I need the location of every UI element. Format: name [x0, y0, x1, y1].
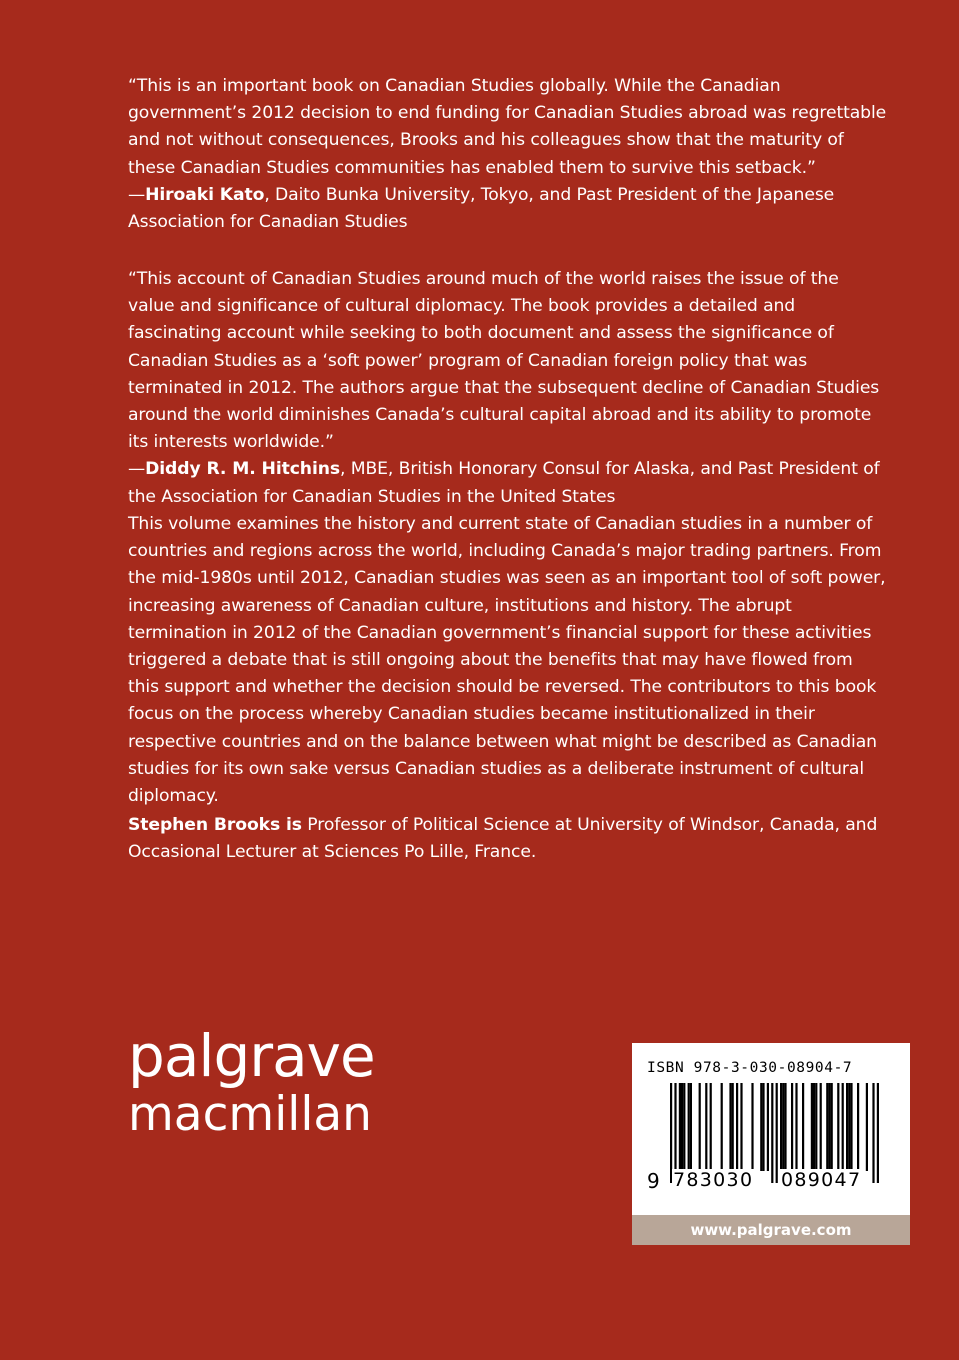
isbn-label: ISBN 978-3-030-08904-7: [647, 1060, 853, 1076]
publisher-url: www.palgrave.com: [632, 1215, 910, 1245]
barcode-bar: [736, 1083, 738, 1171]
ean-right-group: 089047: [781, 1169, 862, 1191]
ean-left-group: 783030: [673, 1169, 754, 1191]
barcode-bar: [760, 1083, 762, 1171]
quote-author: Diddy R. M. Hitchins: [145, 459, 341, 480]
quote-affiliation: , Daito Bunka University, Tokyo, and Past President of the Japanese Association for Canadian Studies: [128, 184, 835, 233]
barcode-bar: [732, 1083, 734, 1171]
barcode-bar: [848, 1083, 850, 1171]
description-text: This volume examines the history and current state of Canadian studies in a number of countries and regions across the world, including Canada’s major trading partners. From the mid-1980s until 2012, Canadian studies was seen as an important tool of soft power, increasing awareness of Canadian culture, institutions and history. The abrupt termination in 2012 of the Canadian government’s financial support for these activities triggered a debate that is still ongoing about the benefits that may have flowed from this support and whether the decision should be reversed. The contributors to this book focus on the process whereby Canadian studies became institutionalized in their respective countries and on the balance between what might be described as Canadian studies for its own sake versus Canadian studies as a deliberate instrument of cultural diplomacy.: [128, 514, 886, 807]
barcode-bar: [815, 1083, 817, 1171]
barcode-bar: [688, 1083, 690, 1171]
quote-author: Hiroaki Kato: [145, 184, 265, 205]
barcode-bar: [802, 1083, 804, 1171]
quote-affiliation: , MBE, British Honorary Consul for Alaska, and Past President of the Association for Canadian Studies in the United States: [128, 459, 880, 507]
barcode-bar: [721, 1083, 723, 1171]
barcode-bar: [782, 1083, 784, 1171]
barcode-bar: [784, 1083, 786, 1171]
endorsement-quote-kato: [128, 73, 888, 236]
logo-palgrave: palgrave: [128, 1022, 375, 1090]
ean-first-digit: 9: [647, 1169, 660, 1193]
barcode-bar: [729, 1083, 731, 1171]
barcode-bar: [795, 1083, 797, 1171]
quote-text: “This account of Canadian Studies around much of the world raises the issue of the value and significance of cultural diplomacy. The book provides a detailed and fascinating account while seeking to both document and assess the significance of Canadian Studies as a ‘soft power’ program of Canadian foreign policy that was terminated in 2012. The authors argue that the subsequent decline of Canadian Studies around the world diminishes Canada’s cultural capital abroad and its ability to promote its interests worldwide.”: [128, 269, 880, 453]
endorsement-quote-hitchins: [128, 266, 888, 511]
barcode-bar: [674, 1083, 676, 1183]
barcode-bar: [828, 1083, 830, 1171]
barcode-bar: [699, 1083, 701, 1171]
author-bio-text: Professor of Political Science at University of Windsor, Canada, and Occasional Lecturer at Sciences Po Lille, France.: [128, 815, 878, 863]
quote-dash: —: [128, 459, 146, 480]
barcode-bar: [776, 1083, 778, 1183]
barcode-bar: [762, 1083, 764, 1171]
barcode-bar: [857, 1083, 859, 1171]
author-name: Stephen Brooks is: [128, 815, 302, 835]
publisher-logo: [128, 1022, 375, 1142]
barcode-bar: [771, 1083, 773, 1183]
barcode-bar: [710, 1083, 712, 1171]
barcode-bar: [811, 1083, 813, 1171]
barcode-bar: [705, 1083, 707, 1171]
barcode-bar: [820, 1083, 822, 1171]
barcode-bar: [740, 1083, 742, 1171]
author-bio: [128, 812, 888, 866]
barcode-bar: [681, 1083, 683, 1171]
barcode-bar: [831, 1083, 833, 1171]
barcode-bar: [837, 1083, 839, 1171]
barcode-bar: [780, 1083, 782, 1171]
barcode-bar: [866, 1083, 868, 1171]
barcode-bar: [683, 1083, 685, 1171]
barcode-bar: [877, 1083, 879, 1183]
quote-text: “This is an important book on Canadian Studies globally. While the Canadian government’s 2012 decision to end funding for Canadian Studies abroad was regrettable and not without consequences, Brooks and his colleagues show that the maturity of these Canadian Studies communities has enabled them to survive this setback.”: [128, 76, 887, 178]
barcode-bar: [826, 1083, 828, 1171]
logo-macmillan: macmillan: [128, 1087, 372, 1142]
barcode-bar: [767, 1083, 769, 1171]
barcode-panel: [632, 1043, 910, 1245]
barcode-bar: [872, 1083, 874, 1183]
barcode-bar: [850, 1083, 852, 1171]
barcode-bar: [846, 1083, 848, 1171]
barcode-bar: [670, 1083, 672, 1183]
barcode-bar: [813, 1083, 815, 1171]
barcode-bar: [751, 1083, 753, 1171]
barcode-bar: [791, 1083, 793, 1171]
book-description: [128, 511, 888, 810]
barcode-bar: [842, 1083, 844, 1171]
barcode-bar: [679, 1083, 681, 1171]
quote-dash: —: [128, 184, 146, 205]
barcode-bar: [690, 1083, 692, 1171]
